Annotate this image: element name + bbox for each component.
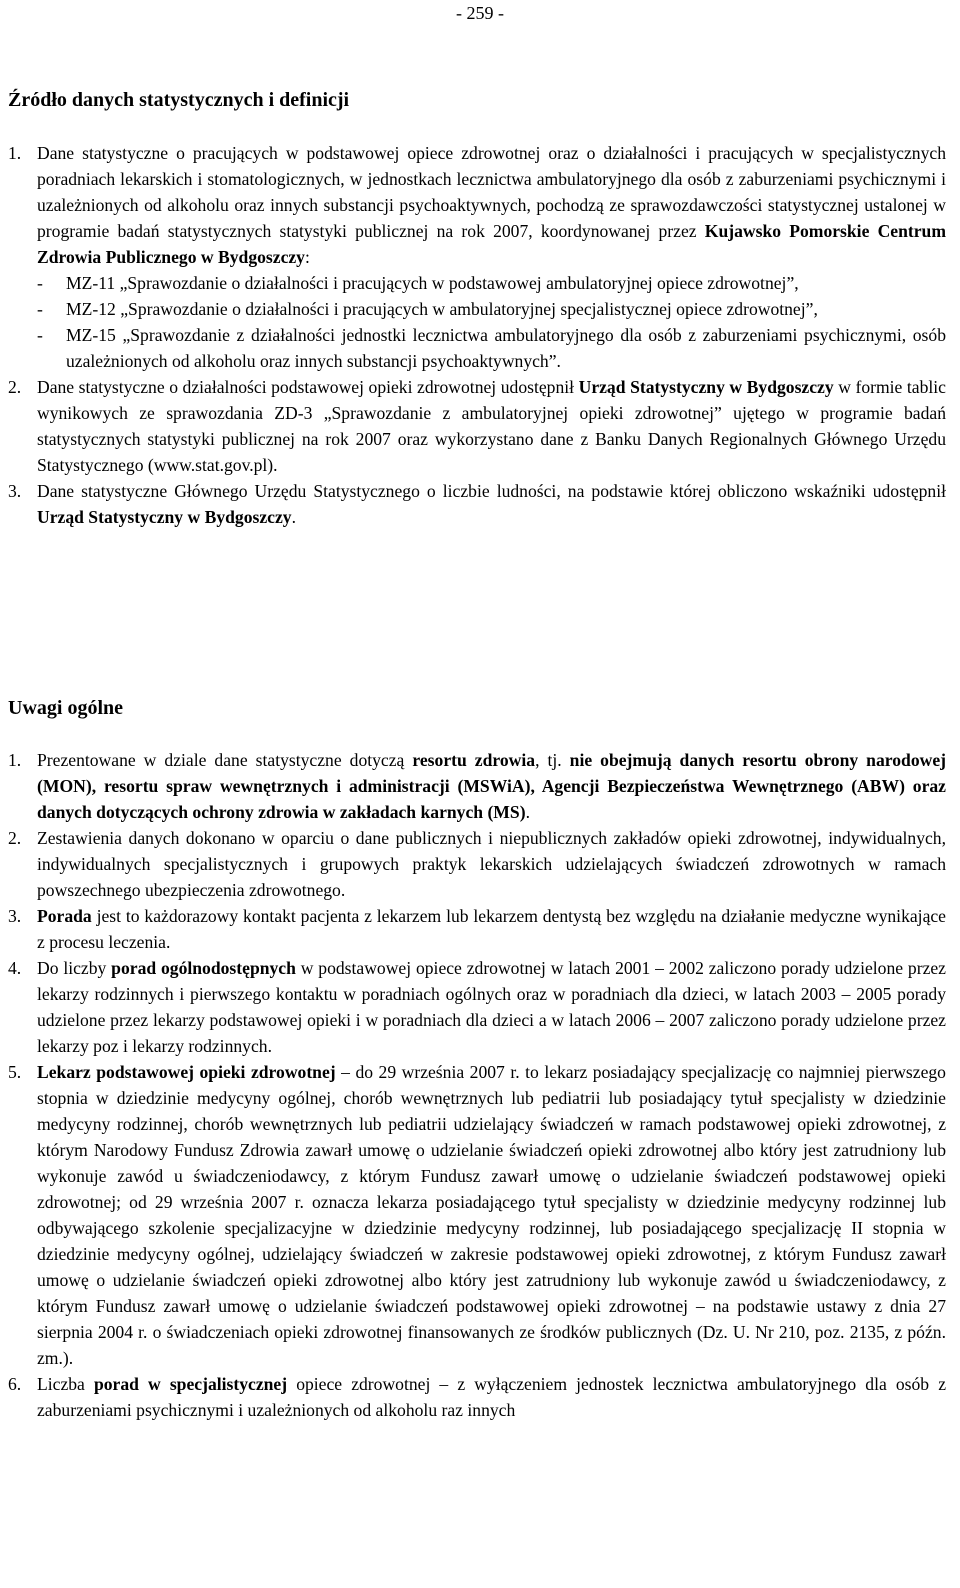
sources-list bbox=[8, 140, 946, 530]
list-item bbox=[8, 747, 946, 825]
dash-marker: - bbox=[37, 325, 43, 345]
text-segment-bold: resortu zdrowia bbox=[412, 750, 536, 770]
text-segment: Do liczby bbox=[37, 958, 112, 978]
text-segment: : bbox=[304, 247, 310, 267]
list-item bbox=[8, 140, 946, 374]
item-text bbox=[37, 825, 946, 903]
text-segment: opiece zdrowotnej – z wyłączeniem jednostek lecznictwa ambulatoryjnego dla osób z zaburzeniami psychicznymi i uzależnionych od alkoholu raz innych bbox=[37, 1374, 946, 1420]
item-number: 3. bbox=[8, 481, 22, 501]
item-text bbox=[37, 478, 946, 530]
page-number: - 259 - bbox=[456, 3, 504, 23]
item-number: 3. bbox=[8, 906, 22, 926]
text-segment-bold: nie obejmują danych resortu obrony narodowej (MON), resortu spraw wewnętrznych i administracji (MSWiA), Agencji Bezpieczeństwa Wewnętrznego (ABW) oraz danych dotyczących ochrony zdrowia w zakładach karnych (MS) bbox=[37, 750, 947, 822]
dash-text: MZ-11 „Sprawozdanie o działalności i pracujących w podstawowej ambulatoryjnej opiece zdrowotnej”, bbox=[66, 273, 799, 293]
dash-text: MZ-12 „Sprawozdanie o działalności i pracujących w ambulatoryjnej specjalistycznej opiece zdrowotnej”, bbox=[66, 299, 818, 319]
item-number: 2. bbox=[8, 828, 22, 848]
text-segment: Dane statystyczne o działalności podstawowej opieki zdrowotnej udostępnił bbox=[37, 377, 579, 397]
list-item bbox=[8, 903, 946, 955]
item-number: 6. bbox=[8, 1374, 22, 1394]
text-segment: Dane statystyczne o pracujących w podstawowej opiece zdrowotnej oraz o działalności i pracujących w specjalistycznych poradniach lekarskich i stomatologicznych, w jednostkach lecznictwa ambulatoryjnego dla osób z zaburzeniami psychicznymi i uzależnionych od alkoholu oraz innych substancji psychoaktywnych, pochodzą ze sprawozdawczości statystycznej ustalonej w programie badań statystycznych statystyki publicznej na rok 2007, koordynowanej przez bbox=[37, 143, 946, 241]
text-segment: Liczba bbox=[37, 1374, 94, 1394]
item-text bbox=[37, 747, 946, 825]
item-number: 5. bbox=[8, 1062, 22, 1082]
text-segment-bold: porad ogólnodostępnych bbox=[111, 958, 296, 978]
section-title-general-notes: Uwagi ogólne bbox=[8, 697, 123, 719]
text-segment-bold: Urząd Statystyczny w Bydgoszczy bbox=[578, 377, 834, 397]
item-text bbox=[37, 1059, 946, 1371]
dash-item bbox=[37, 322, 946, 374]
list-item bbox=[8, 1371, 946, 1423]
item-text bbox=[37, 1371, 946, 1423]
text-segment-bold: Kujawsko Pomorskie Centrum Zdrowia Publicznego w Bydgoszczy bbox=[37, 221, 946, 267]
dash-item bbox=[37, 296, 946, 322]
text-segment: – do 29 września 2007 r. to lekarz posiadający specjalizację co najmniej pierwszego stopnia w dziedzinie medycyny ogólnej, chorób wewnętrznych lub pediatrii lub posiadający tytuł specjalisty w dziedzinie medycyny rodzinnej, chorób wewnętrznych lub pediatrii udzielający świadczeń w ramach podstawowej opieki zdrowotnej, z którym Narodowy Fundusz Zdrowia zawarł umowę o udzielanie świadczeń opieki zdrowotnej albo który jest zatrudniony lub wykonuje zawód u świadczeniodawcy, z którym Fundusz zawarł umowę o udzielanie świadczeń podstawowej opieki zdrowotnej; od 29 września 2007 r. oznacza lekarza posiadającego tytuł specjalisty w dziedzinie medycyny rodzinnej lub odbywającego szkolenie specjalizacyjne w dziedzinie medycyny rodzinnej, lub posiadającego specjalizację II stopnia w dziedzinie medycyny ogólnej, udzielający świadczeń w zakresie podstawowej opieki zdrowotnej, z którym Fundusz zawarł umowę o udzielanie świadczeń opieki zdrowotnej albo który jest zatrudniony lub wykonuje zawód u świadczeniodawcy, z którym Fundusz zawarł umowę o udzielanie świadczeń podstawowej opieki zdrowotnej – na podstawie ustawy z dnia 27 sierpnia 2004 r. o świadczeniach opieki zdrowotnej finansowanych ze środków publicznych (Dz. U. Nr 210, poz. 2135, z późn. zm.). bbox=[37, 1062, 946, 1368]
list-item bbox=[8, 478, 946, 530]
list-item bbox=[8, 955, 946, 1059]
text-segment: w formie tablic wynikowych ze sprawozdania ZD-3 „Sprawozdanie z ambulatoryjnej opieki zdrowotnej” ujętego w programie badań statystycznych statystyki publicznej na rok 2007 oraz wykorzystano dane z Banku Danych Regionalnych Głównego Urzędu Statystycznego (www.stat.gov.pl). bbox=[37, 377, 946, 475]
item-number: 1. bbox=[8, 750, 22, 770]
text-segment: Dane statystyczne Głównego Urzędu Statystycznego o liczbie ludności, na podstawie której obliczono wskaźniki udostępnił bbox=[37, 481, 946, 501]
dash-item bbox=[37, 270, 946, 296]
item-text bbox=[37, 374, 946, 478]
text-segment: w podstawowej opiece zdrowotnej w latach 2001 – 2002 zaliczono porady udzielone przez lekarzy rodzinnych i pierwszego kontaktu w poradniach ogólnych oraz w poradniach dla dzieci, w latach 2003 – 2005 porady udzielone przez lekarzy podstawowej opieki i w poradniach dla dzieci a w latach 2006 – 2007 zaliczono porady udzielone przez lekarzy poz i lekarzy rodzinnych. bbox=[37, 958, 946, 1056]
dash-marker: - bbox=[37, 299, 43, 319]
text-segment: Zestawienia danych dokonano w oparciu o dane publicznych i niepublicznych zakładów opieki zdrowotnej, indywidualnych, indywidualnych specjalistycznych i grupowych praktyk lekarskich udzielających świadczeń zdrowotnych w ramach powszechnego ubezpieczenia zdrowotnego. bbox=[37, 828, 946, 900]
item-number: 2. bbox=[8, 377, 22, 397]
text-segment-bold: Urząd Statystyczny w Bydgoszczy bbox=[37, 507, 292, 527]
list-item bbox=[8, 825, 946, 903]
text-segment-bold: porad w specjalistycznej bbox=[93, 1374, 288, 1394]
item-text bbox=[37, 140, 946, 374]
text-segment: , tj. bbox=[535, 750, 570, 770]
list-item bbox=[8, 1059, 946, 1371]
notes-list bbox=[8, 747, 946, 1423]
dash-text: MZ-15 „Sprawozdanie z działalności jednostki lecznictwa ambulatoryjnego dla osób z zaburzeniami psychicznymi, osób uzależnionych od alkoholu oraz innych substancji psychoaktywnych”. bbox=[66, 325, 946, 371]
text-segment-bold: Porada bbox=[37, 906, 92, 926]
text-segment: . bbox=[291, 507, 296, 527]
text-segment-bold: Lekarz podstawowej opieki zdrowotnej bbox=[37, 1062, 336, 1082]
text-segment: Prezentowane w dziale dane statystyczne dotyczą bbox=[37, 750, 413, 770]
text-segment: jest to każdorazowy kontakt pacjenta z lekarzem lub lekarzem dentystą bez względu na działanie medyczne wynikające z procesu leczenia. bbox=[37, 906, 946, 952]
item-text bbox=[37, 903, 946, 955]
item-number: 4. bbox=[8, 958, 22, 978]
text-segment: . bbox=[525, 802, 530, 822]
item-number: 1. bbox=[8, 143, 22, 163]
section-title-sources: Źródło danych statystycznych i definicji bbox=[8, 89, 350, 111]
item-text bbox=[37, 955, 946, 1059]
dash-marker: - bbox=[37, 273, 43, 293]
list-item bbox=[8, 374, 946, 478]
